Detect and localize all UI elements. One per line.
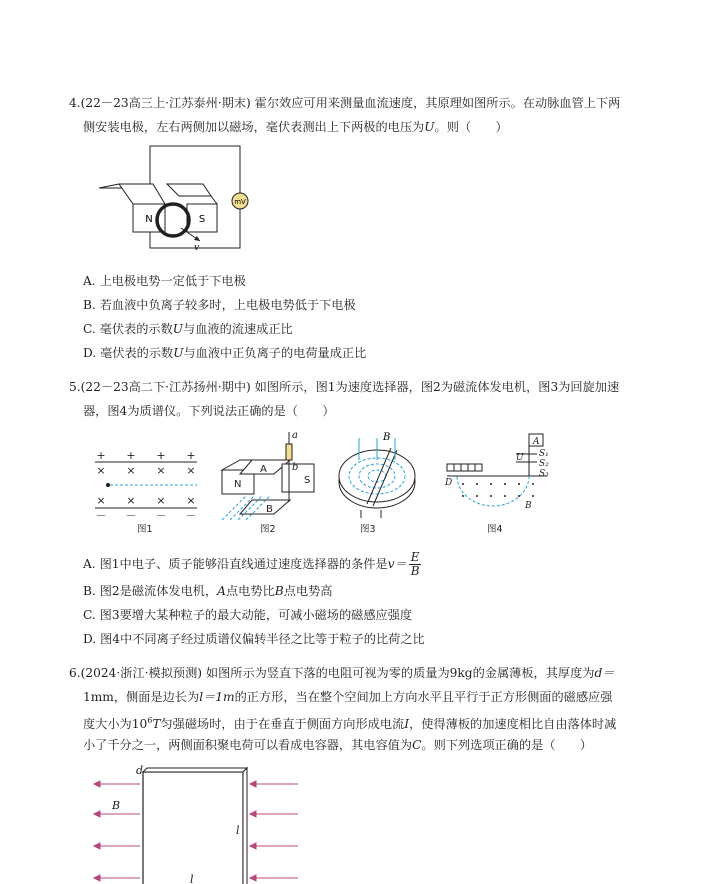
q4-option-c-text: 毫伏表的示数 bbox=[99, 322, 173, 336]
q5-fig4-trajectory bbox=[457, 476, 529, 506]
q5-fig4-caption: 图4 bbox=[487, 524, 503, 535]
q6-field-arrowhead bbox=[250, 843, 256, 849]
q5-fig1-particle bbox=[106, 483, 110, 487]
q5-fig2-label-n: N bbox=[234, 479, 242, 490]
q5-fig4-field-dot bbox=[504, 483, 506, 485]
q6-label-l-side: l bbox=[236, 824, 240, 837]
q4-stem-line1: (22－23高三上·江苏泰州·期末) 霍尔效应可用来测量血流速度，其原理如图所示。在动脉血管上下两 bbox=[80, 96, 621, 110]
q5-fig4-field-dot bbox=[532, 483, 534, 485]
q5-fig3-label-b: B bbox=[383, 432, 391, 443]
q5-fig4-label-b: B bbox=[525, 501, 532, 511]
q6-plate-top bbox=[143, 768, 247, 772]
q6-var-i: I bbox=[404, 717, 410, 732]
q6-var-l: l＝1m bbox=[199, 690, 235, 704]
q5-fig1-cross: × bbox=[96, 464, 106, 477]
q6-line2 bbox=[83, 689, 612, 705]
q5-fig1-plus-3: + bbox=[156, 449, 166, 462]
q5-fig2-label-a-plate: A bbox=[260, 464, 267, 475]
q5-fig4-field-dot bbox=[476, 483, 478, 485]
q6-field-arrowhead bbox=[250, 811, 256, 817]
q5-fig2-resistor bbox=[286, 444, 292, 460]
q4-stem-line2: 侧安装电极，左右两侧加以磁场，毫伏表测出上下两极的电压为 bbox=[83, 120, 425, 134]
q6-stem-line4b: 。则下列选项正确的是（ ） bbox=[421, 738, 593, 752]
q4-option-d-var: U bbox=[173, 346, 184, 360]
q5-fig4-field-dot bbox=[476, 495, 478, 497]
q5-fig4-field-dot bbox=[462, 483, 464, 485]
q5-fig4-field-dot bbox=[462, 495, 464, 497]
q6-label-l-bottom: l bbox=[190, 873, 194, 884]
q5-option-d bbox=[83, 631, 425, 647]
q6-plate-side bbox=[243, 768, 247, 884]
q4-option-d-prefix: D. bbox=[83, 346, 101, 360]
q5-fig1-cross: × bbox=[156, 494, 166, 507]
q6-stem-line2b: 的正方形，当在整个空间加上方向水平且平行于正方形侧面的磁感应强 bbox=[234, 690, 613, 704]
q5-fig4-detector-cell bbox=[475, 464, 482, 471]
q4-label-s: S bbox=[198, 214, 206, 225]
q5-fig4-detector-cell bbox=[461, 464, 468, 471]
q5-fig2-label-b: b bbox=[292, 462, 299, 473]
q6-line3 bbox=[83, 713, 616, 732]
q5-fig4-label-a: A bbox=[533, 437, 540, 447]
q4-option-d bbox=[83, 345, 366, 361]
q5-fig1-minus-2: － bbox=[125, 509, 137, 520]
q5-option-d-text: 图4中不同离子经过质谱仪偏转半径之比等于粒子的比荷之比 bbox=[100, 632, 425, 646]
q4-number: 4. bbox=[69, 96, 81, 110]
q4-option-a bbox=[83, 273, 246, 289]
q6-field-arrowhead bbox=[94, 843, 100, 849]
q5-option-a-expr: v＝ bbox=[387, 557, 407, 571]
q5-fig1-minus-4: － bbox=[185, 509, 197, 520]
q4-option-c-prefix: C. bbox=[83, 322, 100, 336]
q5-fig1-cross: × bbox=[126, 464, 136, 477]
q4-meter-label: mV bbox=[234, 198, 246, 206]
q5-fig2-label-b-plate: B bbox=[266, 504, 273, 515]
q4-var-U: U bbox=[424, 120, 435, 134]
q5-fig1-plus-2: + bbox=[126, 449, 136, 462]
q4-label-v: v bbox=[194, 243, 200, 253]
q4-magnet-n-face bbox=[119, 184, 165, 204]
q6-var-d: d＝ bbox=[594, 666, 615, 680]
q5-figure-1-velocity-selector bbox=[93, 448, 203, 520]
q5-fig1-plus-1: + bbox=[96, 449, 106, 462]
q5-fig1-plus-4: + bbox=[186, 449, 196, 462]
q5-stem-line1: (22－23高二下·江苏扬州·期中) 如图所示，图1为速度选择器，图2为磁流体发电机，图3为回旋加速 bbox=[80, 380, 620, 394]
q5-option-a-fraction bbox=[409, 551, 422, 578]
q5-option-b-var-a: A bbox=[217, 584, 226, 598]
q5-figure-4-mass-spectrometer bbox=[443, 430, 553, 522]
q5-fig1-minus-1: － bbox=[95, 509, 107, 520]
q5-fig4-field-dot bbox=[504, 495, 506, 497]
q4-option-c-rest: 与血液的流速成正比 bbox=[183, 322, 293, 336]
q4-option-b bbox=[83, 297, 356, 313]
q4-option-a-text: 上电极电势一定低于下电极 bbox=[99, 274, 246, 288]
q6-field-arrowhead bbox=[94, 811, 100, 817]
q6-stem-line2a: 1mm，侧面是边长为 bbox=[83, 690, 200, 704]
q4-figure-hall-effect bbox=[95, 144, 255, 254]
q4-magnet-s-edge bbox=[211, 196, 217, 204]
q4-option-d-rest: 与血液中正负离子的电荷量成正比 bbox=[183, 346, 367, 360]
q5-fig2-caption: 图2 bbox=[260, 524, 276, 535]
q4-magnet-s-top bbox=[167, 184, 211, 196]
q5-fig4-label-s1: S₁ bbox=[539, 449, 549, 459]
q4-label-n: N bbox=[145, 214, 153, 225]
q6-field-arrowhead bbox=[250, 875, 256, 881]
q5-option-c-text: 图3要增大某种粒子的最大动能，可减小磁场的磁感应强度 bbox=[99, 608, 413, 622]
q5-fig2-label-s: S bbox=[304, 475, 311, 486]
q6-stem-line3c: ，使得薄板的加速度相比自由落体时减 bbox=[409, 717, 617, 732]
q5-option-a-prefix: A. bbox=[83, 557, 100, 571]
q5-fig1-cross: × bbox=[186, 464, 196, 477]
q5-fig1-cross: × bbox=[186, 494, 196, 507]
q5-figure-2-mhd-generator bbox=[212, 430, 332, 522]
q4-option-b-prefix: B. bbox=[83, 298, 100, 312]
q5-fig4-detector-cell bbox=[454, 464, 461, 471]
q5-fig1-cross: × bbox=[156, 464, 166, 477]
q5-fig4-detector-cell bbox=[468, 464, 475, 471]
q5-fig4-label-s3: S₃ bbox=[539, 469, 549, 479]
q5-stem-line2: 器，图4为质谱仪。下列说法正确的是（ ） bbox=[83, 404, 335, 418]
q6-label-b: B bbox=[112, 799, 121, 812]
q6-line1 bbox=[69, 665, 614, 681]
q5-option-c-prefix: C. bbox=[83, 608, 100, 622]
q5-option-b-prefix: B. bbox=[83, 584, 100, 598]
q6-label-d: d bbox=[136, 764, 144, 777]
q5-fig3-caption: 图3 bbox=[360, 524, 376, 535]
q5-option-d-prefix: D. bbox=[83, 632, 101, 646]
q4-line1 bbox=[69, 95, 620, 111]
q5-fig4-field-dot bbox=[518, 495, 520, 497]
q6-figure-metal-plate bbox=[90, 762, 305, 884]
q5-option-a-numerator: E bbox=[410, 550, 420, 564]
q5-option-a-text: 图1中电子、质子能够沿直线通过速度选择器的条件是 bbox=[99, 557, 388, 571]
q5-fig4-field-dot bbox=[490, 495, 492, 497]
q5-figure-3-cyclotron bbox=[335, 430, 425, 522]
q6-plate-front bbox=[143, 772, 243, 884]
q4-option-d-text: 毫伏表的示数 bbox=[100, 346, 174, 360]
q6-line4 bbox=[83, 737, 592, 753]
q6-field-arrowhead bbox=[94, 781, 100, 787]
q6-exponent: 6 bbox=[147, 716, 153, 725]
q5-fig4-label-d: D bbox=[445, 478, 453, 488]
q6-stem-line3a: 度大小为10 bbox=[83, 717, 148, 732]
q5-fig1-caption: 图1 bbox=[137, 524, 153, 535]
q5-fig1-minus-3: － bbox=[155, 509, 167, 520]
q5-fig4-label-u: U bbox=[516, 453, 524, 463]
q6-field-arrowhead bbox=[94, 875, 100, 881]
q4-option-b-text: 若血液中负离子较多时，上电极电势低于下电极 bbox=[99, 298, 356, 312]
q5-option-c bbox=[83, 607, 412, 623]
q6-stem-line3b: 匀强磁场时，由于在垂直于侧面方向形成电流 bbox=[160, 717, 405, 732]
q5-number: 5. bbox=[69, 380, 81, 394]
q4-option-a-prefix: A. bbox=[83, 274, 100, 288]
q4-option-c bbox=[83, 321, 293, 337]
q5-fig2-label-a: a bbox=[292, 430, 298, 441]
q5-option-b bbox=[83, 583, 332, 599]
q5-fig4-detector-cell bbox=[447, 464, 454, 471]
q5-fig4-field-dot bbox=[490, 483, 492, 485]
q6-field-arrowhead bbox=[250, 781, 256, 787]
q5-option-a-denominator: B bbox=[410, 564, 420, 578]
q5-fig1-cross: × bbox=[126, 494, 136, 507]
q6-var-t: T bbox=[152, 717, 161, 732]
q5-option-a bbox=[83, 551, 421, 578]
q5-option-b-text: 图2是磁流体发电机， bbox=[99, 584, 218, 598]
q5-option-b-mid: 点电势比 bbox=[225, 584, 275, 598]
q5-fig1-cross: × bbox=[96, 494, 106, 507]
q6-number: 6. bbox=[69, 666, 81, 680]
q5-fig4-field-dot bbox=[532, 495, 534, 497]
q4-velocity-arrowhead bbox=[194, 236, 200, 241]
q6-stem-line1: (2024·浙江·模拟预测) 如图所示为竖直下落的电阻可视为零的质量为9kg的金属薄板，其厚度为 bbox=[80, 666, 595, 680]
q5-option-b-rest: 点电势高 bbox=[283, 584, 333, 598]
q4-option-c-var: U bbox=[172, 322, 184, 336]
q5-fig4-label-s2: S₂ bbox=[539, 459, 549, 469]
q5-line1 bbox=[69, 379, 619, 395]
q5-fig4-field-dot bbox=[518, 483, 520, 485]
q5-line2 bbox=[83, 403, 335, 419]
q4-stem-line2-end: 。则（ ） bbox=[434, 120, 508, 134]
q5-option-b-var-b: B bbox=[274, 584, 284, 598]
q6-var-c: C bbox=[412, 738, 422, 752]
q6-stem-line4a: 小了千分之一，两侧面积聚电荷可以看成电容器，其电容值为 bbox=[83, 738, 413, 752]
q4-line2 bbox=[83, 119, 508, 135]
